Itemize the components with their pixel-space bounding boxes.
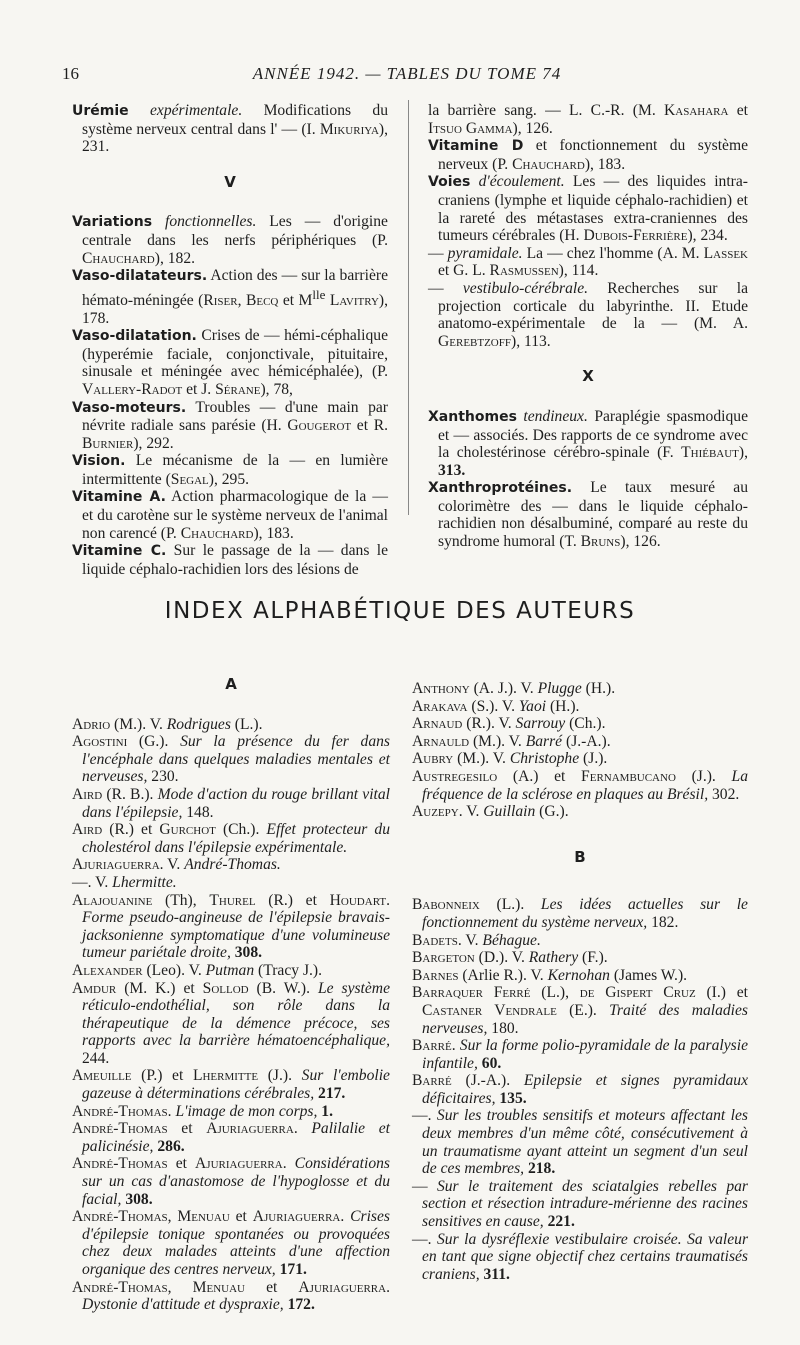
- subject-entry: Xanthroprotéines. Le taux mesuré au colorimètre des — dans le liquide céphalo-rachidien non désalbuminé, comparé au reste du syndrome humoral (T. Bruns), 126.: [428, 479, 748, 551]
- section-letter: V: [224, 172, 236, 191]
- page-number: 16: [62, 64, 79, 83]
- subject-entry: Voies d'écoulement. Les — des liquides intra-craniens (lymphe et liquide céphalo-rachidien) et la rareté des métastases extra-craniennes des tumeurs cérébrales (H. Dubois-Ferrière), 234.: [428, 173, 748, 245]
- author-entry: Bargeton (D.). V. Rathery (F.).: [412, 949, 608, 967]
- subject-entry: Vision. Le mécanisme de la — en lumière intermittente (Segal), 295.: [72, 452, 388, 488]
- author-entry: Barraquer Ferré (L.), de Gispert Cruz (I.) et Castaner Vendrale (E.). Traité des maladies nerveuses, 180.: [412, 984, 749, 1037]
- author-entry: Barnes (Arlie R.). V. Kernohan (James W.).: [412, 966, 688, 984]
- author-entry: —. V. Lhermitte.: [72, 873, 177, 891]
- column-divider: [408, 100, 409, 515]
- author-entry: Aird (R.) et Gurchot (Ch.). Effet protecteur du cholestérol dans l'épilepsie expérimentale.: [72, 821, 390, 856]
- author-entry: Barré (J.-A.). Epilepsie et signes pyramidaux déficitaires, 135.: [412, 1072, 749, 1107]
- index-title: INDEX ALPHABÉTIQUE DES AUTEURS: [164, 598, 636, 624]
- author-entry: André-Thomas, Menuau et Ajuriaguerra. Crises d'épilepsie tonique spontanées ou provoquées chez deux malades atteints d'une affection organique des centres nerveux, 171.: [72, 1208, 390, 1278]
- subject-entry: Variations fonctionnelles. Les — d'origine centrale dans les nerfs périphériques (P. Chauchard), 182.: [72, 213, 388, 267]
- author-entry: Arakava (S.). V. Yaoi (H.).: [412, 697, 580, 715]
- subject-entry: Vitamine A. Action pharmacologique de la — et du carotène sur le système nerveux de l'animal non carencé (P. Chauchard), 183.: [72, 488, 388, 542]
- author-entry: André-Thomas et Ajuriaguerra. Palilalie et palicinésie, 286.: [72, 1120, 390, 1155]
- author-entry: Amdur (M. K.) et Sollod (B. W.). Le système réticulo-endothélial, son rôle dans la thérapeutique de la démence précoce, ses rapports avec la barrière hématoencéphalique, 244.: [72, 979, 390, 1067]
- author-entry: Agostini (G.). Sur la présence du fer dans l'encéphale dans quelques maladies mentales et nerveuses, 230.: [72, 733, 390, 786]
- author-entry: —. Sur les troubles sensitifs et moteurs affectant les deux membres d'un même côté, consécutivement à un traumatisme ayant atteint un segment d'un seul de ces membres, 218.: [412, 1107, 749, 1178]
- subject-column-right: [428, 102, 748, 551]
- running-title: ANNÉE 1942. — TABLES DU TOME 74: [252, 64, 562, 83]
- subject-entry: — pyramidale. La — chez l'homme (A. M. Lassek et G. L. Rasmussen), 114.: [428, 244, 748, 280]
- subject-entry: Xanthomes tendineux. Paraplégie spasmodique et — associés. Des rapports de ce syndrome avec la cholestérinose cérébro-spinale (F. Thiébaut), 313.: [428, 407, 748, 479]
- author-entry: — Sur le traitement des sciatalgies rebelles par section et résection intradure-mérienne des racines sensitives en cause, 221.: [412, 1177, 748, 1231]
- subject-entry: Vaso-dilatateurs. Action des — sur la barrière hémato-méningée (Riser, Becq et $M^{lle}$ Lavitry), 178.: [72, 267, 388, 327]
- author-entry: Arnaud (R.). V. Sarrouy (Ch.).: [412, 715, 606, 733]
- author-entry: Aird (R. B.). Mode d'action du rouge brillant vital dans l'épilepsie, 148.: [72, 785, 390, 821]
- subject-column-left: [72, 102, 388, 578]
- subject-entry: Vaso-moteurs. Troubles — d'une main par névrite radiale sans parésie (H. Gougerot et R. Burnier), 292.: [72, 398, 388, 452]
- author-entry: André-Thomas. L'image de mon corps, 1.: [72, 1102, 333, 1120]
- author-entry: Alajouanine (Th), Thurel (R.) et Houdart. Forme pseudo-angineuse de l'épilepsie bravais-jacksonienne symptomatique d'une volumineuse tumeur pariétale droite, 308.: [72, 891, 390, 962]
- author-column-left: [72, 676, 390, 1314]
- author-entry: Arnauld (M.). V. Barré (J.-A.).: [412, 732, 611, 750]
- author-entry: Alexander (Leo). V. Putman (Tracy J.).: [72, 961, 323, 979]
- author-entry: Barré. Sur la forme polio-pyramidale de la paralysie infantile, 60.: [412, 1037, 748, 1072]
- subject-entry: Vitamine D et fonctionnement du système nerveux (P. Chauchard), 183.: [428, 137, 748, 173]
- subject-entry-continued: la barrière sang. — L. C.-R. (M. Kasahara et Itsuo Gamma), 126.: [428, 102, 748, 137]
- author-entry: Auzepy. V. Guillain (G.).: [412, 803, 569, 821]
- author-column-right: [412, 680, 748, 1283]
- author-entry: André-Thomas et Ajuriaguerra. Considérations sur un cas d'anastomose de l'hypoglosse et du facial, 308.: [72, 1155, 390, 1208]
- subject-entry: Urémie expérimentale. Modifications du système nerveux central dans l' — (I. Mikuriya), 231.: [72, 102, 388, 156]
- subject-entry: — vestibulo-cérébrale. Recherches sur la projection corticale du labyrinthe. II. Etude anatomo-expérimentale de la — (M. A. Gerebtzoff), 113.: [428, 279, 748, 350]
- author-entry: —. Sur la dysréflexie vestibulaire croisée. Sa valeur en tant que signe objectif chez certains traumatisés craniens, 311.: [412, 1230, 749, 1283]
- author-entry: Ameuille (P.) et Lhermitte (J.). Sur l'embolie gazeuse à déterminations cérébrales, 217.: [72, 1067, 390, 1103]
- section-letter: B: [574, 847, 586, 866]
- author-entry: Austregesilo (A.) et Fernambucano (J.). La fréquence de la sclérose en plaques au Brésil, 302.: [412, 767, 748, 803]
- author-entry: Adrio (M.). V. Rodrigues (L.).: [72, 715, 263, 733]
- section-letter: A: [225, 675, 237, 693]
- author-entry: Anthony (A. J.). V. Plugge (H.).: [412, 680, 616, 697]
- subject-entry: Vaso-dilatation. Crises de — hémi-céphalique (hyperémie faciale, conjonctivale, pituitaire, sinusale et méningée avec hémicéphalée), (P. Vallery-Radot et J. Sérane), 78,: [72, 327, 388, 398]
- subject-entry: Vitamine C. Sur le passage de la — dans le liquide céphalo-rachidien lors des lésions de: [72, 542, 388, 578]
- author-entry: Babonneix (L.). Les idées actuelles sur le fonctionnement du système nerveux, 182.: [412, 896, 748, 931]
- author-entry: Aubry (M.). V. Christophe (J.).: [412, 750, 608, 768]
- author-entry: Badets. V. Béhague.: [412, 931, 541, 949]
- section-letter: X: [582, 367, 594, 386]
- author-entry: André-Thomas, Menuau et Ajuriaguerra. Dystonie d'attitude et dyspraxie, 172.: [72, 1278, 390, 1314]
- author-entry: Ajuriaguerra. V. André-Thomas.: [72, 856, 281, 874]
